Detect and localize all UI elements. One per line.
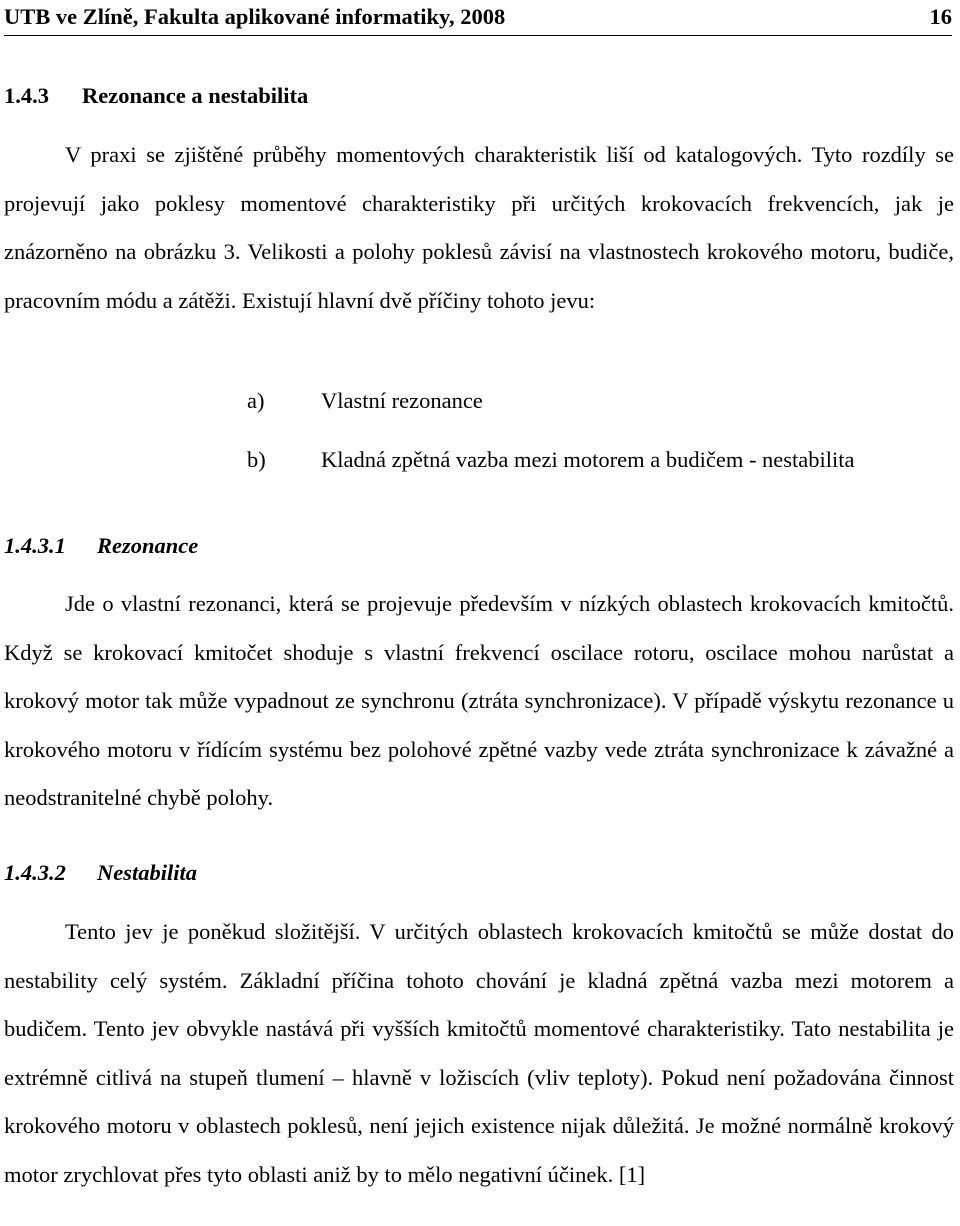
subsection-title: Rezonance xyxy=(97,533,199,558)
list-item xyxy=(247,446,855,474)
subsection-paragraph-rezonance: Jde o vlastní rezonanci, která se projevuje především v nízkých oblastech krokovacích kmitočtů. Když se krokovací kmitočet shoduje s vlastní frekvencí oscilace rotoru, oscilace mohou narůstat a krokový motor tak může vypadnout ze synchronu (ztráta synchronizace). V případě výskytu rezonance u krokového motoru v řídícím systému bez polohové zpětné vazby vede ztráta synchronizace k závažné a neodstranitelné chybě polohy. xyxy=(4,591,954,810)
page-header xyxy=(4,2,952,32)
list-item-text: Kladná zpětná vazba mezi motorem a budičem - nestabilita xyxy=(321,447,855,472)
section-intro-paragraph: V praxi se zjištěné průběhy momentových charakteristik liší od katalogových. Tyto rozdíly se projevují jako poklesy momentové charakteristiky při určitých krokovacích frekvencích, jak je znázorněno na obrázku 3. Velikosti a polohy poklesů závisí na vlastnostech krokového motoru, budiče, pracovním módu a zátěži. Existují hlavní dvě příčiny tohoto jevu: xyxy=(4,142,954,313)
list-marker: b) xyxy=(247,447,266,472)
section-number: 1.4.3 xyxy=(4,83,49,108)
list-item-text: Vlastní rezonance xyxy=(321,388,483,413)
subsection-number: 1.4.3.1 xyxy=(4,533,66,558)
subsection-paragraph-nestabilita: Tento jev je poněkud složitější. V určitých oblastech krokovacích kmitočtů se může dostat do nestability celý systém. Základní příčina tohoto chování je kladná zpětná vazba mezi motorem a budičem. Tento jev obvykle nastává při vyšších kmitočtů momentové charakteristiky. Tato nestabilita je extrémně citlivá na stupeň tlumení – hlavně v ložiscích (vliv teploty). Pokud není požadována činnost krokového motoru v oblastech poklesů, není jejich existence nijak důležitá. Je možné normálně krokový motor zrychlovat přes tyto oblasti aniž by to mělo negativní účinek. [1] xyxy=(4,919,954,1187)
subsection-heading-nestabilita xyxy=(4,859,197,887)
header-divider xyxy=(4,35,952,36)
subsection-title: Nestabilita xyxy=(97,860,197,885)
subsection-number: 1.4.3.2 xyxy=(4,860,66,885)
page-number: 16 xyxy=(929,4,952,29)
list-marker: a) xyxy=(247,388,265,413)
subsection-heading-rezonance xyxy=(4,532,198,560)
section-title: Rezonance a nestabilita xyxy=(82,83,309,108)
header-title: UTB ve Zlíně, Fakulta aplikované informatiky, 2008 xyxy=(4,4,506,29)
section-heading xyxy=(4,82,308,110)
list-item xyxy=(247,387,483,415)
